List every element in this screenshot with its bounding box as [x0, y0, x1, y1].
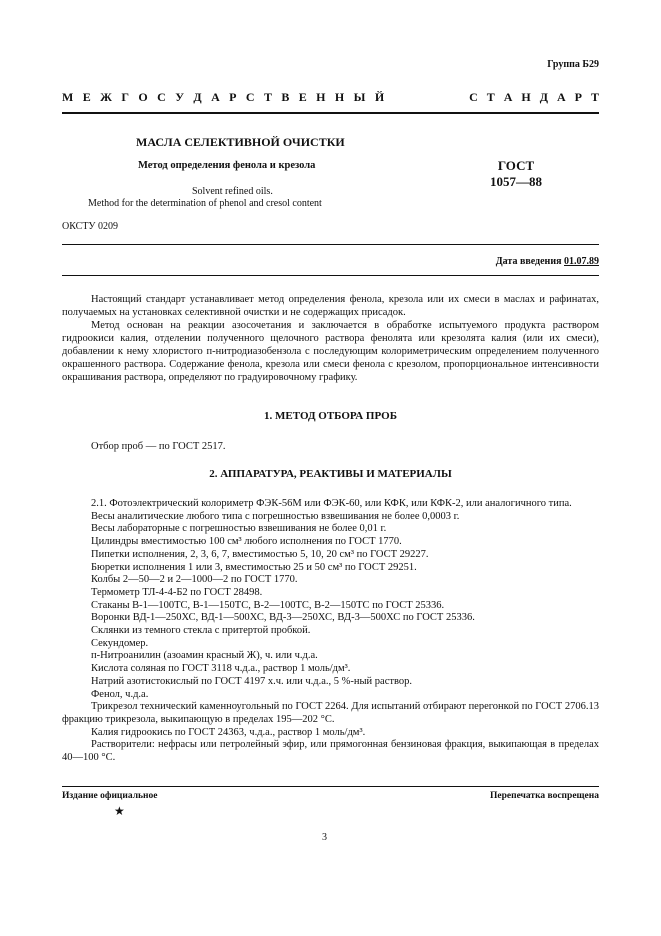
gost-designation	[476, 158, 556, 190]
list-item: Растворители: нефрасы или петролейный эфир, или прямогонная бензиновая фракция, выкипающая в пределах 40—100 °С.	[62, 739, 599, 764]
list-item: Бюретки исполнения 1 или 3, вместимостью 25 и 50 см³ по ГОСТ 29251.	[91, 561, 417, 573]
list-item: Кислота соляная по ГОСТ 3118 ч.д.а., раствор 1 моль/дм³.	[91, 663, 351, 675]
document-subtitle: Метод определения фенола и крезола	[138, 160, 316, 171]
effective-date	[496, 256, 599, 267]
english-title-line1: Solvent refined oils.	[192, 186, 273, 197]
header-rule	[62, 112, 599, 114]
list-item: Цилиндры вместимостью 100 см³ любого исполнения по ГОСТ 1770.	[91, 536, 402, 548]
date-rule	[62, 275, 599, 276]
list-item: Термометр ТЛ-4-4-Б2 по ГОСТ 28498.	[91, 586, 263, 598]
title-rule	[62, 244, 599, 245]
list-item: Фенол, ч.д.а.	[91, 688, 149, 700]
section-2-heading: 2. АППАРАТУРА, РЕАКТИВЫ И МАТЕРИАЛЫ	[209, 468, 452, 480]
document-title: МАСЛА СЕЛЕКТИВНОЙ ОЧИСТКИ	[136, 135, 345, 149]
section-1-heading: 1. МЕТОД ОТБОРА ПРОБ	[264, 410, 397, 422]
official-edition-note: Издание официальное	[62, 791, 158, 801]
list-item: Пипетки исполнения, 2, 3, 6, 7, вместимостью 5, 10, 20 см³ по ГОСТ 29227.	[91, 548, 429, 560]
list-item: Натрий азотистокислый по ГОСТ 4197 х.ч. или ч.д.а., 5 %-ный раствор.	[91, 675, 412, 687]
gost-number: 1057—88	[490, 174, 542, 189]
reprint-prohibited-note: Перепечатка воспрещена	[489, 791, 599, 801]
standard-banner	[62, 90, 599, 105]
english-title-line2: Method for the determination of phenol and cresol content	[88, 198, 322, 209]
section-2-list	[62, 498, 599, 765]
list-item: Стаканы В-1—100ТС, В-1—150ТС, В-2—100ТС, В-2—150ТС по ГОСТ 25336.	[91, 599, 445, 611]
banner-left: М Е Ж Г О С У Д А Р С Т В Е Н Н Ы Й	[62, 90, 385, 104]
footer-rule	[62, 786, 599, 787]
gost-label: ГОСТ	[497, 158, 535, 173]
star-icon: ★	[114, 804, 125, 818]
list-item: Трикрезол технический каменноугольный по ГОСТ 2264. Для испытаний отбирают перегонкой по ГОСТ 2706.13 фракцию трикрезола, выкипающую в пределах 195—202 °С.	[62, 701, 599, 725]
list-item: Весы аналитические любого типа с погрешностью взвешивания не более 0,0003 г.	[91, 510, 460, 522]
list-item: Колбы 2—50—2 и 2—1000—2 по ГОСТ 1770.	[91, 574, 298, 586]
okstu-code: ОКСТУ 0209	[62, 221, 119, 232]
banner-right: С Т А Н Д А Р Т	[469, 90, 599, 104]
list-item: Калия гидроокись по ГОСТ 24363, ч.д.а., раствор 1 моль/дм³.	[91, 726, 366, 738]
group-code: Группа Б29	[547, 59, 599, 70]
list-item: п-Нитроанилин (азоамин красный Ж), ч. или ч.д.а.	[91, 650, 318, 662]
date-value: 01.07.89	[564, 256, 599, 267]
page-number: 3	[322, 832, 327, 843]
list-item: Весы лабораторные с погрешностью взвешивания не более 0,01 г.	[91, 523, 387, 535]
list-item: Склянки из темного стекла с притертой пробкой.	[91, 625, 311, 637]
list-item: 2.1. Фотоэлектрический колориметр ФЭК-56М или ФЭК-60, или КФК, или КФК-2, или аналогичного типа.	[91, 498, 572, 509]
date-label: Дата введения	[495, 256, 562, 267]
list-item: Секундомер.	[91, 637, 149, 649]
intro-paragraph-2: Метод основан на реакции азосочетания и заключается в обработке испытуемого продукта раствором гидроокиси калия, отделении полученного щелочного раствора фенолята или крезолята калия (или их смеси), добавлении к нему хлористого п-нитродиазобензола с последующим колориметрическим определением полученного окрашенного раствора. Содержание фенола, крезола или смеси фенола с крезолом, пропорциональное интенсивности окрашивания раствора, определяют по градуировочному графику.	[62, 320, 599, 383]
intro-paragraph-1: Настоящий стандарт устанавливает метод определения фенола, крезола или их смеси в маслах и рафинатах, получаемых на установках селективной очистки и не содержащих присадок.	[62, 294, 599, 318]
section-1-text: Отбор проб — по ГОСТ 2517.	[91, 441, 226, 452]
list-item: Воронки ВД-1—250ХС, ВД-1—500ХС, ВД-3—250ХС, ВД-3—500ХС по ГОСТ 25336.	[91, 612, 475, 624]
